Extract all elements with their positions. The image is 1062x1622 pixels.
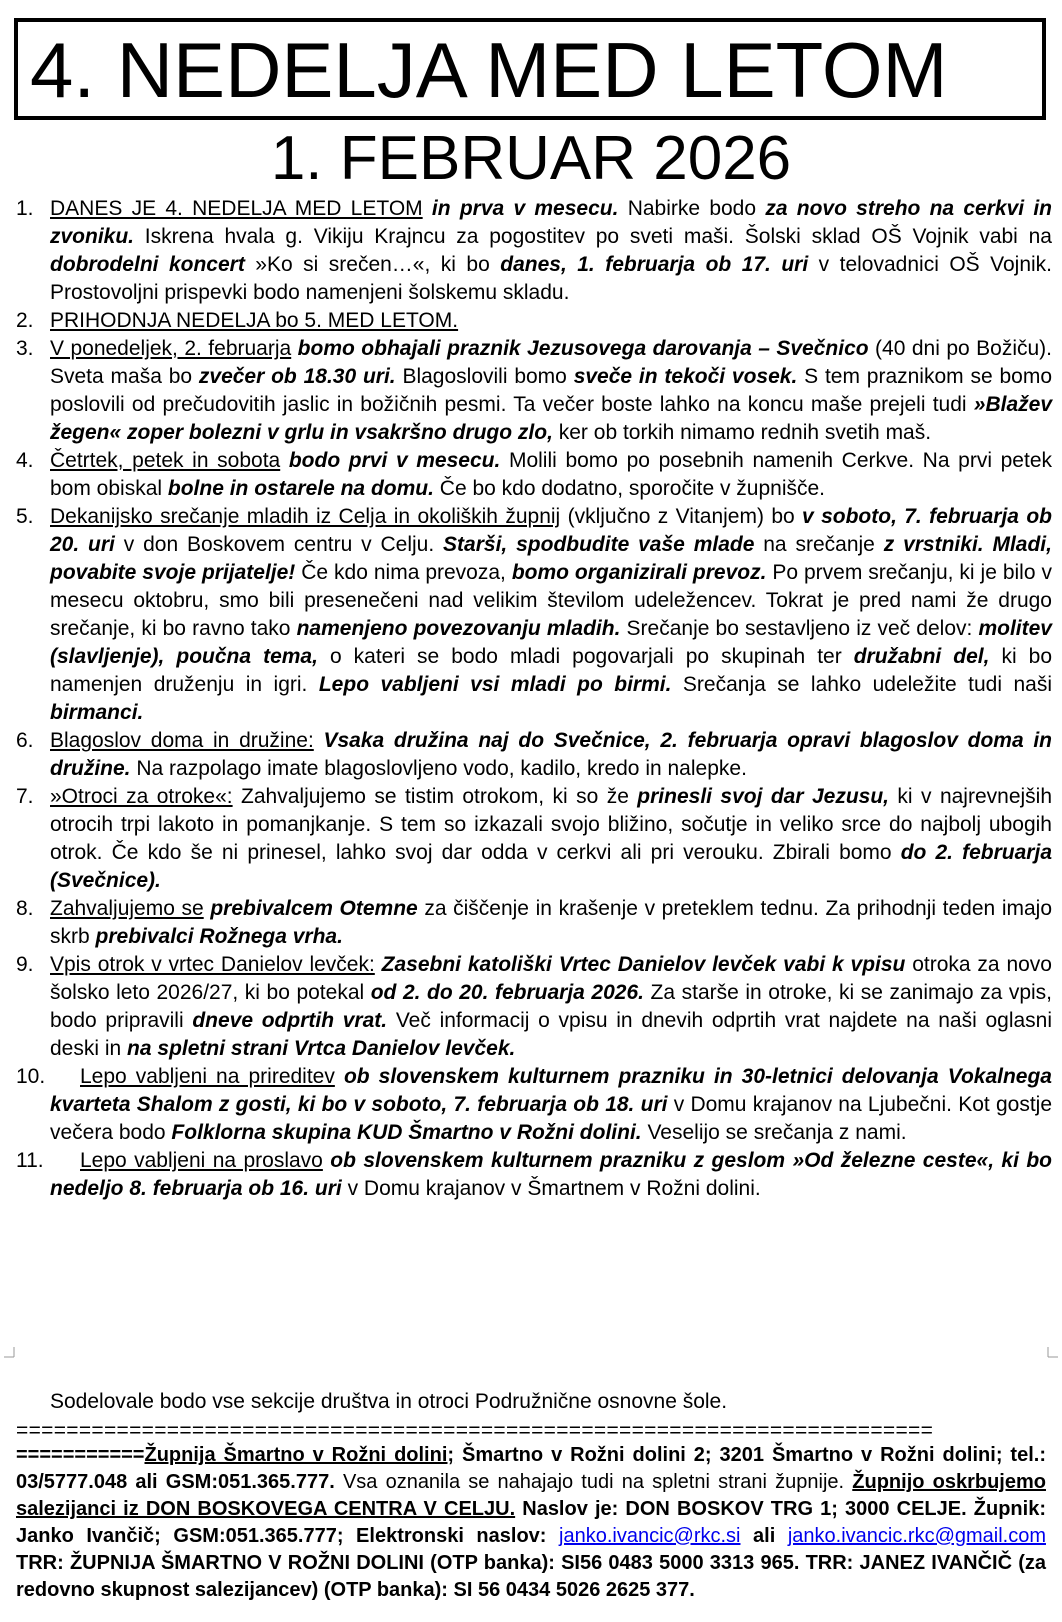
item-emphasis: na spletni strani Vrtca Danielov levček. — [127, 1037, 516, 1060]
item-heading: Četrtek, petek in sobota — [50, 449, 281, 472]
item-body: ker ob torkih nimamo rednih svetih maš. — [552, 421, 932, 444]
item-body: o kateri se bodo mladi pogovarjali po skupinah ter — [317, 645, 854, 668]
item-text — [50, 335, 1052, 447]
item-body: Srečanje bo sestavljeno iz več delov: — [620, 617, 979, 640]
item-emphasis: birmanci. — [50, 701, 144, 724]
title-box — [14, 18, 1046, 120]
item-heading: Blagoslov doma in družine: — [50, 729, 314, 752]
item-heading: Vpis otrok v vrtec Danielov levček: — [50, 953, 375, 976]
item-body: za čiščenje in krašenje v preteklem tednu. Za prihodnji teden imajo skrb — [50, 897, 1052, 948]
item-body: v telovadnici OŠ Vojnik. Prostovoljni prispevki bodo namenjeni šolskemu skladu. — [50, 253, 1053, 304]
item-body: Če bo kdo dodatno, sporočite v župnišče. — [433, 477, 826, 500]
item-text — [50, 195, 1052, 307]
item-body: Na razpolago imate blagoslovljeno vodo, kadilo, kredo in nalepke. — [130, 757, 747, 780]
item-body: v don Boskovem centru v Celju. — [114, 533, 444, 556]
item-text — [50, 1147, 1052, 1203]
item-text — [50, 1063, 1052, 1147]
item-heading: Zahvaljujemo se — [50, 897, 204, 920]
item-heading: »Otroci za otroke«: — [50, 785, 233, 808]
item-number: 2. — [16, 309, 34, 332]
item-emphasis: bomo organizirali prevoz. — [511, 561, 767, 584]
item-heading: PRIHODNJA NEDELJA bo 5. MED LETOM. — [50, 309, 459, 332]
email-or: ali — [740, 1525, 788, 1547]
item-emphasis: za novo streho na cerkvi in zvoniku. — [50, 197, 1053, 248]
item-body: Nabirke bodo — [618, 197, 766, 220]
item-body: Blagoslovili bomo — [395, 365, 574, 388]
item-emphasis: Zasebni katoliški Vrtec Danielov levček vabi k vpisu — [381, 953, 906, 976]
item-emphasis: do 2. februarja (Svečnice). — [50, 841, 1052, 892]
announcement-item — [16, 195, 1052, 307]
item-emphasis: Folklorna skupina KUD Šmartno v Rožni dolini. — [171, 1121, 642, 1144]
item-number: 10. — [16, 1065, 46, 1088]
item-number: 1. — [16, 197, 34, 220]
page-title: 4. NEDELJA MED LETOM — [30, 26, 948, 114]
parish-contact — [16, 1442, 1046, 1604]
item-emphasis: zvečer ob 18.30 uri. — [198, 365, 396, 388]
item-number: 4. — [16, 449, 34, 472]
item-body: Veselijo se srečanja z nami. — [641, 1121, 907, 1144]
item-body: Zahvaljujemo se tistim otrokom, ki so že — [232, 785, 638, 808]
item-heading: Lepo vabljeni na prireditev — [80, 1065, 335, 1088]
item-body: S tem praznikom se bomo poslovili od prečudovitih jaslic in božičnih pesmi. Ta večer boste lahko na koncu maše prejeli tudi — [50, 365, 1053, 416]
item-emphasis: molitev (slavljenje), poučna tema, — [50, 617, 1052, 668]
announcement-item — [16, 895, 1052, 951]
item-emphasis: dneve odprtih vrat. — [192, 1009, 388, 1032]
item-text — [50, 307, 1052, 335]
announcement-item — [16, 727, 1052, 783]
item-emphasis: Lepo vabljeni vsi mladi po birmi. — [318, 673, 672, 696]
item-body — [375, 953, 382, 976]
item-emphasis: od 2. do 20. februarja 2026. — [370, 981, 644, 1004]
item-text — [50, 503, 1052, 727]
item-emphasis: namenjeno povezovanju mladih. — [296, 617, 621, 640]
website-note: Vsa oznanila se nahajajo tudi na spletni strani župnije. — [334, 1471, 853, 1493]
divider-corners — [0, 1343, 1062, 1363]
item-body: otroka za novo šolsko leto 2026/27, ki bo potekal — [50, 953, 1052, 1004]
announcement-item — [16, 783, 1052, 895]
email-link-primary[interactable]: janko.ivancic@rkc.si — [559, 1525, 741, 1547]
section-divider — [0, 1343, 1062, 1363]
separator-line: ========================================================================= — [16, 1419, 934, 1442]
item-body: na srečanje — [754, 533, 884, 556]
item-number: 6. — [16, 729, 34, 752]
announcement-item — [16, 335, 1052, 447]
salesian-address: Naslov je: DON BOSKOV TRG 1; 3000 CELJE. Župnik: Janko Ivančič; GSM:051.365.777; Elektronski naslov: — [16, 1498, 1046, 1547]
item-body — [314, 729, 324, 752]
parish-name: Župnija Šmartno v Rožni dolini; — [144, 1444, 455, 1466]
item-emphasis: bolne in ostarele na domu. — [167, 477, 434, 500]
item-emphasis: »Blažev žegen« zoper bolezni v grlu in vsakršno drugo zlo, — [50, 393, 1052, 444]
item-heading: V ponedeljek, 2. februarja — [50, 337, 292, 360]
footer-note: Sodelovale bodo vse sekcije društva in otroci Podružnične osnovne šole. — [50, 1390, 728, 1413]
item-heading: Dekanijsko srečanje mladih iz Celja in okoliških župnij — [50, 505, 561, 528]
bulletin-date: 1. FEBRUAR 2026 — [270, 124, 792, 193]
item-emphasis: bodo prvi v mesecu. — [288, 449, 501, 472]
email-link-secondary[interactable]: janko.ivancic.rkc@gmail.com — [787, 1525, 1046, 1547]
item-body: ki v najrevnejših otrocih trpi lakoto in pomanjkanje. S tem so izkazali svojo bližino, sočutje in veliko srce do najbolj ubogih otrok. Če kdo še ni prinesel, lahko svoj dar odda v cerkvi ali pri verouku. Zbirali bomo — [50, 785, 1053, 864]
item-body: Srečanja se lahko udeležite tudi naši — [671, 673, 1052, 696]
item-body — [335, 1065, 344, 1088]
item-emphasis: ob slovenskem kulturnem prazniku z geslom »Od železne ceste«, ki bo nedeljo 8. februarja ob 16. uri — [50, 1149, 1052, 1200]
item-emphasis: dobrodelni koncert — [50, 253, 245, 276]
item-emphasis: v soboto, 7. februarja ob 20. uri — [50, 505, 1053, 556]
item-text — [50, 951, 1052, 1063]
item-emphasis: prebivalci Rožnega vrha. — [95, 925, 343, 948]
item-emphasis: ob slovenskem kulturnem prazniku in 30-letnici delovanja Vokalnega kvarteta Shalom z gosti, ki bo v soboto, 7. februarja ob 18. uri — [50, 1065, 1052, 1116]
item-emphasis: prebivalcem Otemne — [210, 897, 418, 920]
bank-accounts: TRR: ŽUPNIJA ŠMARTNO V ROŽNI DOLINI (OTP banka): SI56 0483 5000 3313 965. TRR: JANEZ IVANČIČ (za redovno skupnost salezijancev) (OTP banka): SI 56 0434 5026 2625 377. — [16, 1552, 1046, 1601]
item-emphasis: danes, 1. februarja ob 17. uri — [500, 253, 809, 276]
item-body: (40 dni po Božiču). Sveta maša bo — [50, 337, 1053, 388]
item-text — [50, 783, 1052, 895]
item-body: Iskrena hvala g. Vikiju Krajncu za pogostitev po sveti maši. Šolski sklad OŠ Vojnik vabi na — [134, 225, 1052, 248]
item-number: 5. — [16, 505, 34, 528]
contact-prefix: =========== — [16, 1444, 145, 1466]
item-number: 8. — [16, 897, 34, 920]
item-heading: Lepo vabljeni na proslavo — [80, 1149, 323, 1172]
item-body — [280, 449, 289, 472]
announcement-item — [16, 307, 1052, 335]
item-body: v Domu krajanov na Ljubečni. Kot gostje večera bodo — [50, 1093, 1052, 1144]
item-body: (vključno z Vitanjem) bo — [560, 505, 803, 528]
item-emphasis: in prva v mesecu. — [431, 197, 619, 220]
item-emphasis: družabni del, — [853, 645, 990, 668]
item-body: Po prvem srečanju, ki je bilo v mesecu oktobru, smo bili presenečeni nad velikim številom udeležencev. Tokrat je pred nami že drugo srečanje, ki bo ravno tako — [50, 561, 1052, 640]
item-number: 7. — [16, 785, 34, 808]
item-body: ki bo namenjen druženju in igri. — [50, 645, 1052, 696]
item-body: Molili bomo po posebnih namenih Cerkve. Na prvi petek bom obiskal — [50, 449, 1052, 500]
item-body: v Domu krajanov v Šmartnem v Rožni dolini. — [341, 1177, 761, 1200]
item-emphasis: Starši, spodbudite vaše mlade — [443, 533, 755, 556]
item-text — [50, 447, 1052, 503]
announcement-item — [16, 951, 1052, 1063]
item-emphasis: sveče in tekoči vosek. — [573, 365, 798, 388]
item-emphasis: Vsaka družina naj do Svečnice, 2. februarja opravi blagoslov doma in družine. — [50, 729, 1052, 780]
item-text — [50, 727, 1052, 783]
item-heading: DANES JE 4. NEDELJA MED LETOM — [50, 197, 423, 220]
parish-address: Šmartno v Rožni dolini 2; 3201 Šmartno v Rožni dolini; tel.: 03/5777.048 ali GSM:051.365.777. — [16, 1444, 1046, 1493]
announcement-item — [16, 503, 1052, 727]
item-body: Več informacij o vpisu in dnevih odprtih vrat najdete na naši oglasni deski in — [50, 1009, 1053, 1060]
item-text — [50, 895, 1052, 951]
item-emphasis: prinesli svoj dar Jezusu, — [637, 785, 889, 808]
item-body: Če kdo nima prevoza, — [295, 561, 512, 584]
salesian-care: Župnijo oskrbujemo salezijanci iz DON BOSKOVEGA CENTRA V CELJU. — [16, 1471, 1046, 1520]
item-body — [423, 197, 432, 220]
announcement-item — [16, 447, 1052, 503]
item-body: Za starše in otroke, ki se zanimajo za vpis, bodo pripravili — [50, 981, 1053, 1032]
announcement-item — [16, 1063, 1052, 1147]
item-number: 11. — [16, 1149, 44, 1172]
announcement-item — [16, 1147, 1052, 1203]
item-body: »Ko si srečen…«, ki bo — [244, 253, 501, 276]
item-emphasis: z vrstniki. Mladi, povabite svoje prijatelje! — [50, 533, 1052, 584]
item-number: 3. — [16, 337, 34, 360]
item-emphasis: bomo obhajali praznik Jezusovega darovanja – Svečnico — [297, 337, 869, 360]
announcement-list — [16, 195, 1052, 1203]
item-number: 9. — [16, 953, 34, 976]
